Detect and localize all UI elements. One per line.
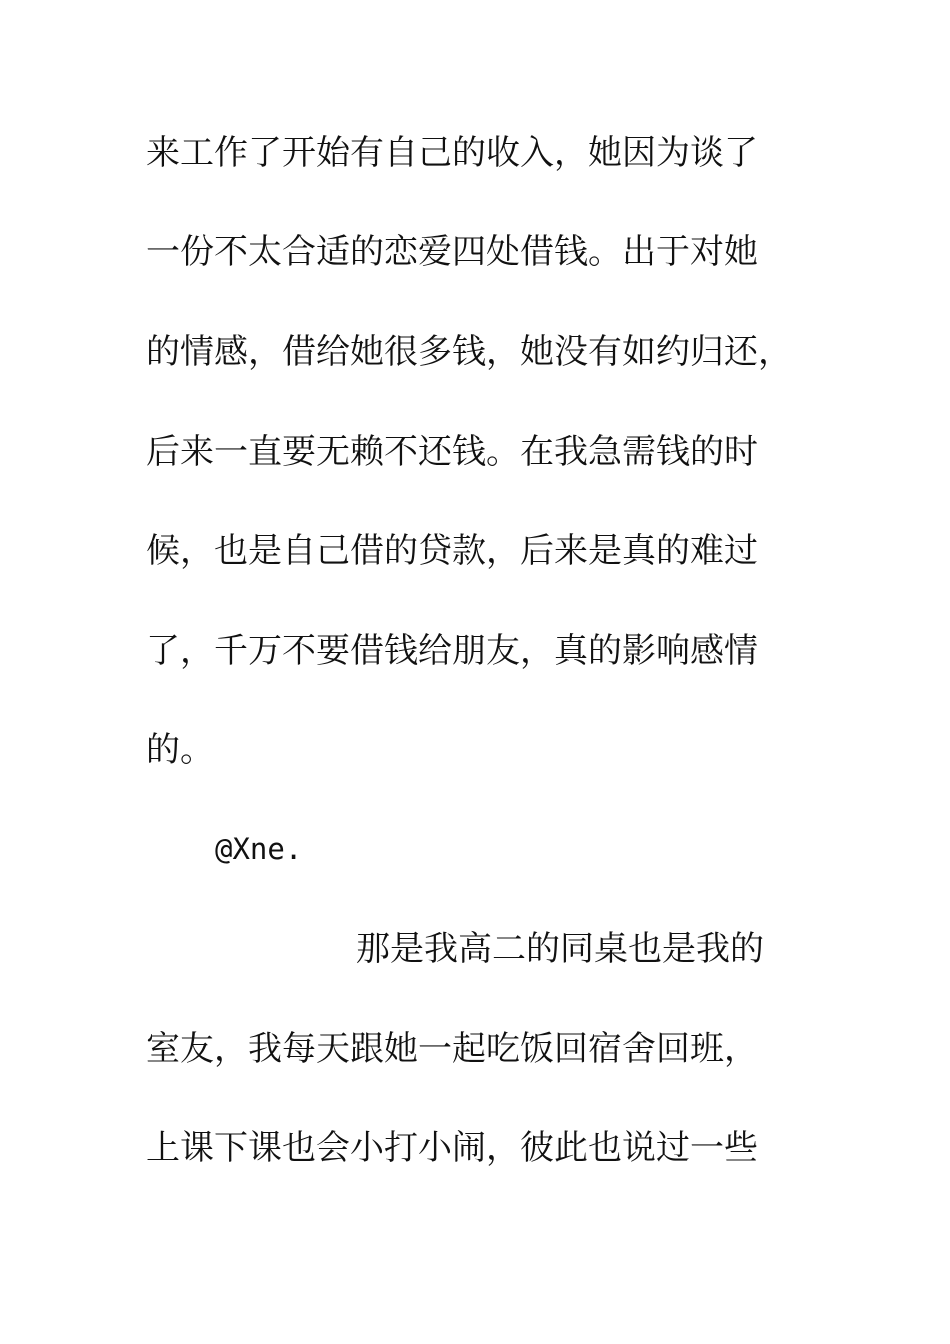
text-line: 那是我高二的同桌也是我的 — [356, 929, 764, 969]
text-line: 的。 — [146, 730, 214, 770]
text-line: 了，千万不要借钱给朋友，真的影响感情 — [146, 631, 758, 671]
text-line: 室友，我每天跟她一起吃饭回宿舍回班， — [146, 1029, 758, 1069]
text-line: 上课下课也会小打小闹，彼此也说过一些 — [146, 1128, 758, 1168]
author-tag: @Xne. — [215, 832, 303, 866]
text-line: 一份不太合适的恋爱四处借钱。出于对她 — [146, 232, 758, 272]
text-line: 候，也是自己借的贷款，后来是真的难过 — [146, 531, 758, 571]
text-line: 的情感，借给她很多钱，她没有如约归还， — [146, 332, 792, 372]
text-line: 后来一直要无赖不还钱。在我急需钱的时 — [146, 432, 758, 472]
text-line: 来工作了开始有自己的收入，她因为谈了 — [146, 133, 758, 173]
